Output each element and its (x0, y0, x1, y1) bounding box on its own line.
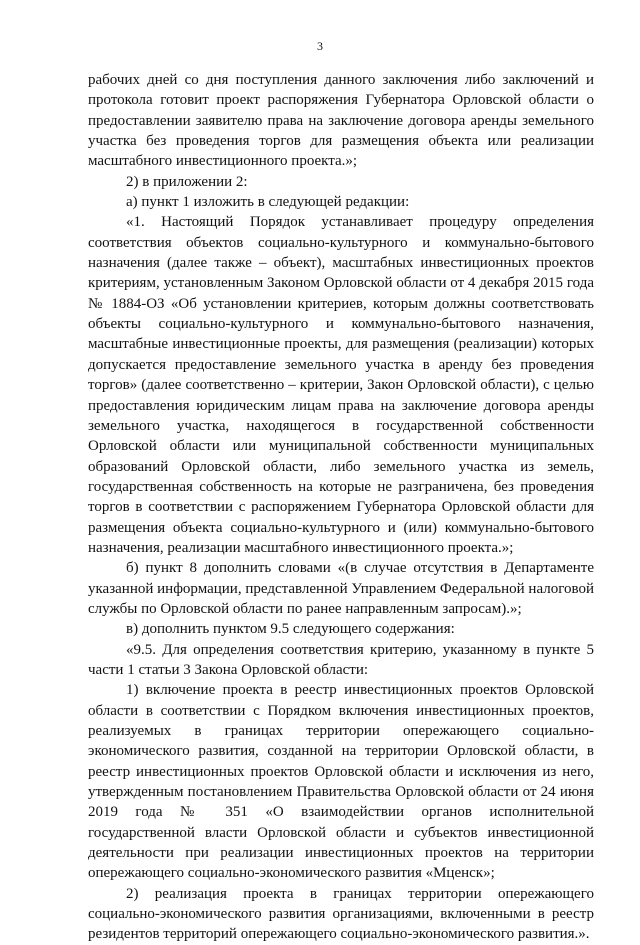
paragraph: б) пункт 8 дополнить словами «(в случае отсутствия в Департаменте указанной информации, представленной Управлением Федеральной налоговой службы по Орловской области по ранее направленным запросам).»; (88, 560, 594, 617)
document-body (88, 70, 594, 945)
paragraph: 2) в приложении 2: (126, 173, 248, 190)
paragraph: рабочих дней со дня поступления данного заключения либо заключений и протокола готовит проект распоряжения Губернатора Орловской области о предоставлении заявителю права на заключение договора аренды земельного участка без проведения торгов для размещения объекта или реализации масштабного инвестиционного проекта.»; (88, 72, 594, 170)
paragraph: 1) включение проекта в реестр инвестиционных проектов Орловской области в соответствии с Порядком включения инвестиционных проектов, реализуемых в границах территории опережающего социально-экономического развития, созданной на территории Орловской области, в реестр инвестиционных проектов Орловской области и исключения из него, утвержденным постановлением Правительства Орловской области от 24 июня 2019 года № 351 «О взаимодействии органов исполнительной государственной власти Орловской области и субъектов инвестиционной деятельности при реализации инвестиционных проектов на территории опережающего социально-экономического развития «Мценск»; (88, 682, 594, 882)
paragraph: а) пункт 1 изложить в следующей редакции: (126, 194, 410, 211)
page-number: 3 (317, 39, 323, 53)
paragraph: «9.5. Для определения соответствия критерию, указанному в пункте 5 части 1 статьи 3 Закона Орловской области: (88, 641, 594, 678)
paragraph: в) дополнить пунктом 9.5 следующего содержания: (126, 621, 455, 638)
paragraph: «1. Настоящий Порядок устанавливает процедуру определения соответствия объектов социально-культурного и коммунально-бытового назначения (далее также – объект), масштабных инвестиционных проектов критериям, установленным Законом Орловской области от 4 декабря 2015 года № 1884-ОЗ «Об установлении критериев, которым должны соответствовать объекты социально-культурного и коммунально-бытового назначения, масштабные инвестиционные проекты, для размещения (реализации) которых допускается предоставление земельного участка в аренду без проведения торгов» (далее соответственно – критерии, Закон Орловской области), с целью предоставления юридическим лицам права на заключение договора аренды земельного участка, находящегося в государственной собственности Орловской области или муниципальной собственности муниципальных образований Орловской области, либо земельного участка из земель, государственная собственность на которые не разграничена, без проведения торгов в соответствии с распоряжением Губернатора Орловской области для размещения объекта социально-культурного и (или) коммунально-бытового назначения, реализации масштабного инвестиционного проекта.»; (88, 214, 594, 556)
paragraph: 2) реализация проекта в границах территории опережающего социально-экономического развития организациями, включенными в реестр резидентов территорий опережающего социально-экономического развития.». (88, 885, 594, 943)
